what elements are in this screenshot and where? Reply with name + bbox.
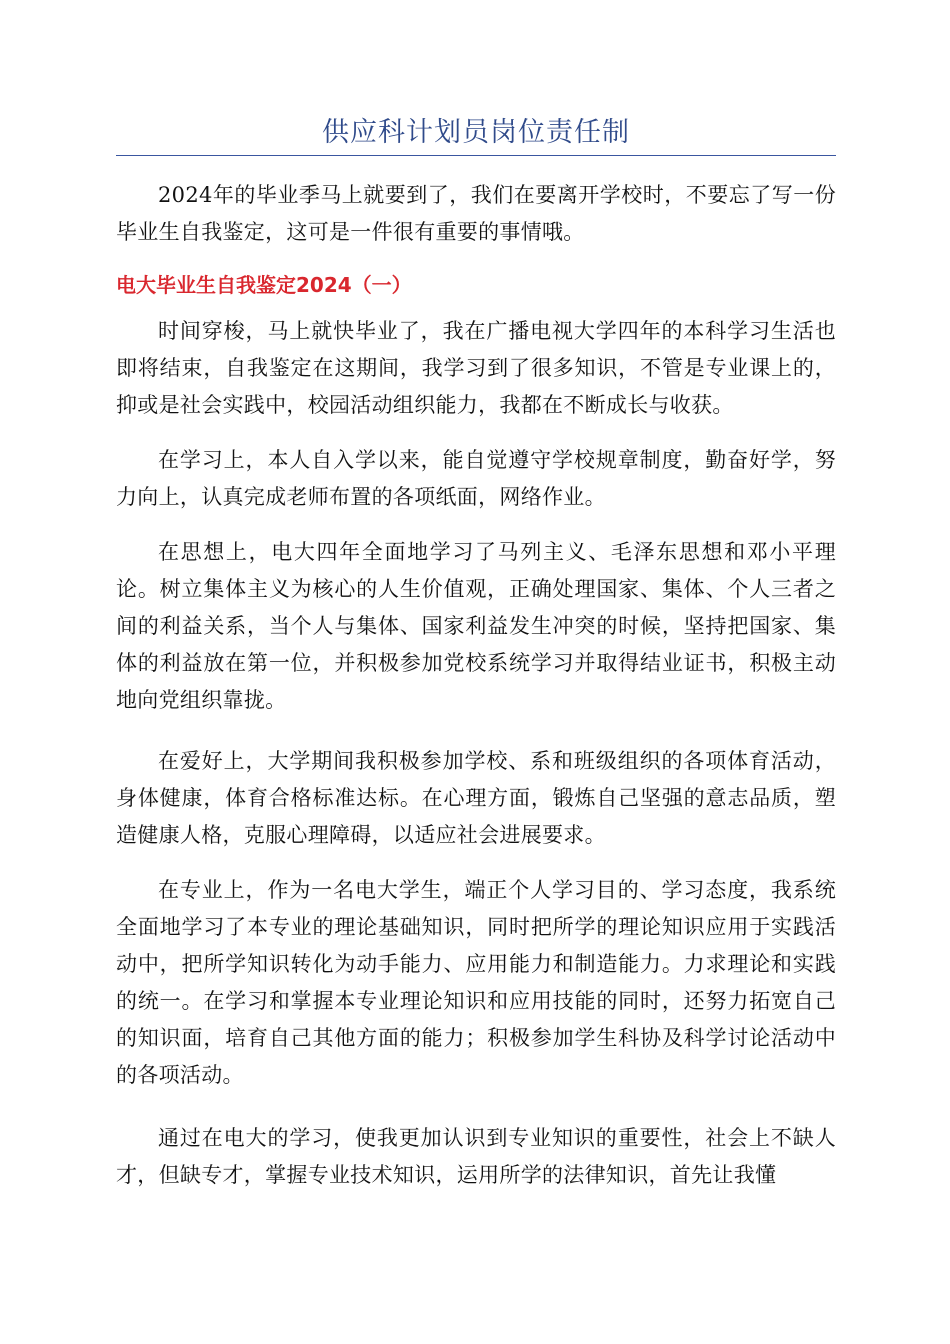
body-paragraph-5: 在专业上，作为一名电大学生，端正个人学习目的、学习态度，我系统全面地学习了本专业的理论基础知识，同时把所学的理论知识应用于实践活动中，把所学知识转化为动手能力、应用能力和制造能力。力求理论和实践的统一。在学习和掌握本专业理论知识和应用技能的同时，还努力拓宽自己的知识面，培育自己其他方面的能力；积极参加学生科协及科学讨论活动中的各项活动。 [116,878,836,1087]
title-underline [116,155,836,156]
body-paragraph-4: 在爱好上，大学期间我积极参加学校、系和班级组织的各项体育活动，身体健康，体育合格标准达标。在心理方面，锻炼自己坚强的意志品质，塑造健康人格，克服心理障碍，以适应社会进展要求。 [116,749,836,847]
body-paragraph-3: 在思想上，电大四年全面地学习了马列主义、毛泽东思想和邓小平理论。树立集体主义为核心的人生价值观，正确处理国家、集体、个人三者之间的利益关系，当个人与集体、国家利益发生冲突的时候，坚持把国家、集体的利益放在第一位，并积极参加党校系统学习并取得结业证书，积极主动地向党组织靠拢。 [116,540,836,712]
body-paragraph-2: 在学习上，本人自入学以来，能自觉遵守学校规章制度，勤奋好学，努力向上，认真完成老师布置的各项纸面，网络作业。 [116,448,836,509]
body-paragraph-6: 通过在电大的学习，使我更加认识到专业知识的重要性，社会上不缺人才，但缺专才，掌握专业技术知识，运用所学的法律知识，首先让我懂 [116,1126,836,1187]
body-paragraph-1: 时间穿梭，马上就快毕业了，我在广播电视大学四年的本科学习生活也即将结束，自我鉴定在这期间，我学习到了很多知识，不管是专业课上的，抑或是社会实践中，校园活动组织能力，我都在不断成长与收获。 [116,319,836,417]
intro-paragraph: 2024年的毕业季马上就要到了，我们在要离开学校时，不要忘了写一份毕业生自我鉴定，这可是一件很有重要的事情哦。 [116,183,836,244]
section-heading: 电大毕业生自我鉴定2024（一） [116,273,412,297]
document-title: 供应科计划员岗位责任制 [322,117,630,148]
